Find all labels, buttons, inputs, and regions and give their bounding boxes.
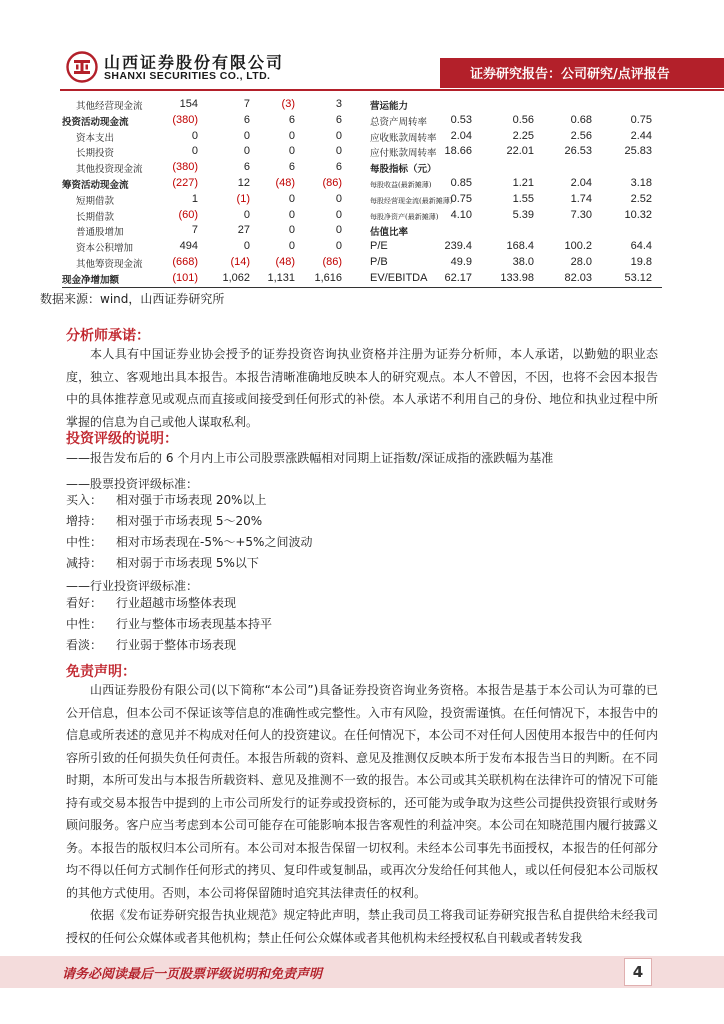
ratio-value: 25.83 [624, 145, 652, 158]
ratio-label: P/B [370, 256, 388, 268]
industry-rating-item [66, 594, 236, 611]
cell-value: 27 [237, 224, 250, 237]
ratio-value: 82.03 [564, 271, 592, 284]
company-name-en: SHANXI SECURITIES CO., LTD. [104, 70, 271, 82]
ratio-value: 7.30 [570, 208, 592, 221]
ratio-value: 2.44 [630, 129, 652, 142]
cell-value: 0 [243, 145, 250, 158]
ratio-label: 每股指标（元） [370, 164, 437, 176]
row-label: 投资活动现金流 [62, 116, 129, 128]
industry-rating-item [66, 636, 236, 653]
ratio-value: 0.68 [570, 113, 592, 126]
table-row [62, 144, 662, 161]
cell-value: 0 [335, 192, 342, 205]
cell-value: (668) [172, 256, 198, 268]
ratio-label: P/E [370, 240, 388, 253]
cell-value: (101) [172, 271, 198, 284]
commitment-text: 本人具有中国证券业协会授予的证券投资咨询执业资格并注册为证券分析师，本人承诺，以勤勉的职业态度，独立、客观地出具本报告。本报告清晰准确地反映本人的研究观点。本人不曾因，不因，也将不会因本报告中的具体推荐意见或观点而直接或间接受到任何形式的补偿。本人承诺不利用自己的身份、地位和执业过程中所掌握的信息为自己或他人谋取私利。 [66, 347, 658, 429]
table-bottom-rule [62, 287, 662, 288]
ratio-label: EV/EBITDA [370, 271, 428, 284]
cell-value: 3 [335, 98, 342, 110]
table-row [62, 239, 662, 256]
row-label: 长期投资 [76, 148, 115, 160]
rating-key: 看淡： [66, 638, 103, 652]
ratio-value: 1.55 [512, 192, 534, 205]
row-label: 长期借款 [76, 211, 115, 223]
cell-value: 0 [335, 240, 342, 253]
rating-key: 看好： [66, 596, 103, 610]
cell-value: (380) [172, 161, 198, 174]
cell-value: 0 [335, 224, 342, 237]
ratio-value: 18.66 [444, 145, 472, 158]
report-type-label: 证券研究报告：公司研究/点评报告 [470, 67, 670, 82]
cell-value: 0 [288, 192, 295, 205]
cell-value: 0 [288, 224, 295, 237]
row-label: 短期借款 [76, 195, 115, 207]
cell-value: (380) [172, 113, 198, 126]
cell-value: (14) [230, 256, 250, 268]
ratio-label: 每股净资产(最新摊薄) [370, 212, 439, 221]
table-row [62, 223, 662, 240]
ratio-value: 26.53 [564, 145, 592, 158]
row-label: 资本支出 [76, 132, 115, 144]
header-divider [60, 89, 724, 91]
cell-value: 0 [335, 208, 342, 221]
ratio-value: 0.85 [450, 177, 472, 189]
ratio-value: 0.75 [630, 113, 652, 126]
page-number: 4 [624, 958, 652, 986]
ratio-value: 1.21 [512, 177, 534, 189]
row-label: 筹资活动现金流 [62, 180, 129, 191]
ratio-label: 应付账款周转率 [370, 148, 437, 160]
cell-value: 0 [335, 145, 342, 158]
data-source: 数据来源：wind，山西证券研究所 [40, 292, 225, 306]
cell-value: (86) [322, 256, 342, 268]
ratio-value: 0.56 [512, 113, 534, 126]
cell-value: 6 [288, 113, 295, 126]
stock-rating-item [66, 491, 267, 508]
rating-desc: 行业弱于整体市场表现 [116, 638, 237, 652]
ratio-label: 应收账款周转率 [370, 132, 437, 144]
disclaimer-title: 免责声明： [66, 664, 136, 680]
rating-key: 增持： [66, 514, 103, 528]
rating-desc: 相对强于市场表现 20%以上 [116, 493, 267, 507]
ratio-value: 38.0 [512, 256, 534, 268]
ratio-value: 64.4 [630, 240, 652, 253]
row-label: 资本公积增加 [76, 243, 134, 255]
cell-value: 1,616 [314, 271, 342, 284]
industry-rating-item [66, 615, 272, 632]
table-row [62, 129, 662, 146]
cell-value: 6 [243, 113, 250, 126]
company-logo-icon [66, 51, 98, 83]
ratio-value: 2.25 [512, 129, 534, 142]
page-header [0, 0, 724, 92]
disclaimer-para-2: 依据《发布证券研究报告执业规范》规定特此声明，禁止我司员工将我司证券研究报告私自提供给未经我司授权的任何公众媒体或者其他机构；禁止任何公众媒体或者其他机构未经授权私自刊载或者转发我 [66, 908, 658, 945]
stock-rating-item [66, 512, 262, 529]
ratio-value: 2.04 [570, 177, 592, 189]
ratio-value: 133.98 [500, 271, 534, 284]
stock-rating-item [66, 554, 259, 571]
ratio-value: 10.32 [624, 208, 652, 221]
cell-value: (48) [275, 256, 295, 268]
table-row [62, 271, 662, 288]
cell-value: 7 [243, 98, 250, 110]
cell-value: 0 [288, 145, 295, 158]
rating-key: 中性： [66, 535, 103, 549]
cell-value: (48) [275, 177, 295, 189]
cell-value: 0 [243, 129, 250, 142]
cell-value: (227) [172, 177, 198, 189]
commitment-title: 分析师承诺： [66, 328, 150, 344]
cell-value: 154 [179, 98, 198, 110]
row-label: 其他经营现金流 [76, 101, 143, 112]
cell-value: 6 [243, 161, 250, 174]
cell-value: (60) [178, 208, 198, 221]
ratio-label: 估值比率 [370, 227, 409, 239]
ratio-label: 每股收益(最新摊薄) [370, 181, 432, 189]
disclaimer-para-1: 山西证券股份有限公司(以下简称“本公司”)具备证券投资咨询业务资格。本报告是基于本公司认为可靠的已公开信息，但本公司不保证该等信息的准确性或完整性。入市有风险，投资需谨慎。在任何情况下，本报告中的信息或所表述的意见并不构成对任何人的投资建议。在任何情况下，本公司不对任何人因使用本报告中的任何内容所引致的任何损失负任何责任。本报告所载的资料、意见及推测仅反映本所于发布本报告当日的判断。在不同时期，本所可发出与本报告所载资料、意见及推测不一致的报告。本公司或其关联机构在法律许可的情况下可能持有或交易本报告中提到的上市公司所发行的证券或投资标的，还可能为或争取为这些公司提供投资银行或财务顾问服务。客户应当考虑到本公司可能存在可能影响本报告客观性的利益冲突。本公司在知晓范围内履行披露义务。本报告的版权归本公司所有。本公司对本报告保留一切权利。未经本公司事先书面授权，本报告的任何部分均不得以任何方式制作任何形式的拷贝、复印件或复制品，或再次分发给任何其他人，或以任何侵犯本公司版权的其他方式使用。否则，本公司将保留随时追究其法律责任的权利。 [66, 683, 658, 900]
ratio-value: 0.53 [450, 113, 472, 126]
row-label: 现金净增加额 [62, 274, 120, 286]
ratio-label: 总资产周转率 [370, 116, 428, 128]
table-row [62, 113, 662, 130]
ratio-value: 53.12 [624, 271, 652, 284]
cell-value: 0 [288, 129, 295, 142]
cell-value: 1,062 [222, 271, 250, 284]
cell-value: 6 [335, 161, 342, 174]
stock-rating-header: ——股票投资评级标准： [66, 477, 199, 491]
cell-value: (3) [281, 98, 295, 110]
row-label: 其他投资现金流 [76, 164, 143, 176]
table-row [62, 208, 662, 225]
rating-key: 买入： [66, 493, 103, 507]
ratio-value: 19.8 [630, 256, 652, 268]
cell-value: 0 [288, 208, 295, 221]
cell-value: 6 [335, 113, 342, 126]
rating-desc: 行业超越市场整体表现 [116, 596, 237, 610]
cell-value: 0 [335, 129, 342, 142]
cell-value: (86) [322, 177, 342, 189]
cell-value: 0 [191, 145, 198, 158]
footer-notice: 请务必阅读最后一页股票评级说明和免责声明 [62, 967, 323, 982]
rating-desc: 相对弱于市场表现 5%以下 [116, 556, 259, 570]
stock-rating-item [66, 533, 312, 550]
ratio-value: 28.0 [570, 256, 592, 268]
industry-rating-header: ——行业投资评级标准： [66, 579, 199, 593]
ratio-value: 1.74 [570, 192, 592, 205]
ratio-value: 168.4 [506, 240, 534, 253]
table-row [62, 160, 662, 177]
cell-value: 0 [288, 240, 295, 253]
cell-value: 12 [237, 177, 250, 189]
ratio-label: 每股经营现金流(最新摊薄) [370, 196, 453, 205]
cell-value: 0 [191, 129, 198, 142]
ratio-value: 49.9 [450, 256, 472, 268]
ratio-value: 22.01 [506, 145, 534, 158]
table-row [62, 97, 662, 114]
rating-title: 投资评级的说明： [66, 431, 178, 447]
rating-intro: ——报告发布后的 6 个月内上市公司股票涨跌幅相对同期上证指数/深证成指的涨跌幅为基准 [66, 451, 554, 465]
ratio-label: 营运能力 [370, 101, 409, 112]
ratio-value: 2.04 [450, 129, 472, 142]
rating-desc: 行业与整体市场表现基本持平 [116, 617, 273, 631]
ratio-value: 5.39 [512, 208, 534, 221]
ratio-value: 62.17 [444, 271, 472, 284]
ratio-value: 4.10 [450, 208, 472, 221]
rating-desc: 相对强于市场表现 5～20% [116, 514, 263, 528]
ratio-value: 2.52 [630, 192, 652, 205]
ratio-value: 2.56 [570, 129, 592, 142]
ratio-value: 239.4 [444, 240, 472, 253]
cell-value: 0 [243, 208, 250, 221]
cell-value: 6 [288, 161, 295, 174]
rating-desc: 相对市场表现在-5%～+5%之间波动 [116, 535, 313, 549]
table-row [62, 176, 662, 193]
row-label: 普通股增加 [76, 227, 124, 239]
table-row [62, 192, 662, 209]
row-label: 其他筹资现金流 [76, 259, 143, 270]
cell-value: 1 [191, 192, 198, 205]
ratio-value: 100.2 [564, 240, 592, 253]
cell-value: 1,131 [267, 271, 295, 284]
cell-value: 0 [243, 240, 250, 253]
company-name-cn: 山西证券股份有限公司 [104, 53, 285, 72]
cell-value: 7 [191, 224, 198, 237]
ratio-value: 0.75 [450, 192, 472, 205]
cell-value: 494 [179, 240, 198, 253]
cell-value: (1) [236, 192, 250, 205]
ratio-value: 3.18 [630, 177, 652, 189]
rating-key: 减持： [66, 556, 103, 570]
table-row [62, 255, 662, 272]
rating-key: 中性： [66, 617, 103, 631]
